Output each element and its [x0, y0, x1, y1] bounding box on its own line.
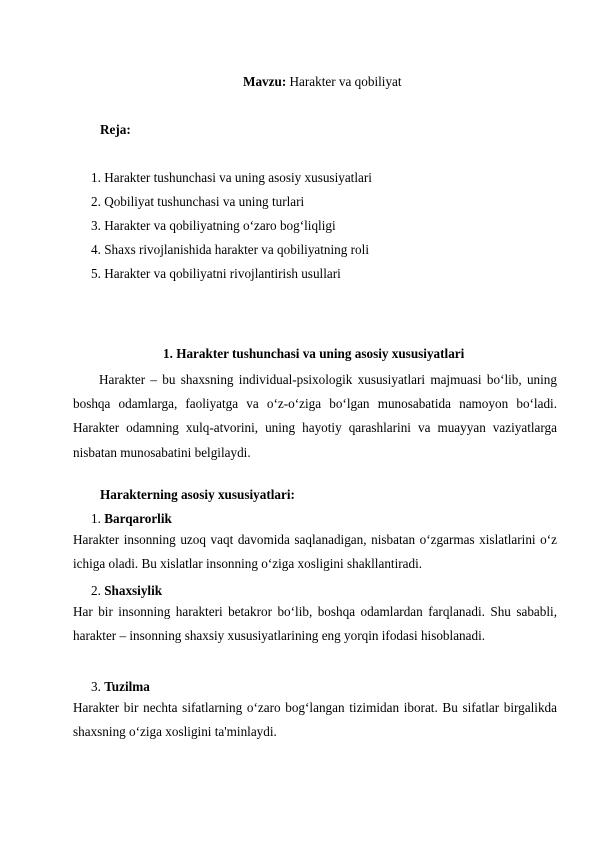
plan-item-text: Shaxs rivojlanishida harakter va qobiliyatning roli [104, 242, 369, 257]
feature-title: Barqarorlik [104, 511, 172, 526]
plan-item-number: 2. [91, 194, 101, 209]
plan-title: Reja: [100, 122, 131, 137]
plan-item-number: 3. [91, 218, 101, 233]
page-title [243, 74, 402, 90]
plan-item [91, 218, 336, 234]
feature-title-row [91, 583, 162, 599]
plan-item-text: Harakter va qobiliyatni rivojlantirish usullari [104, 266, 341, 281]
plan-item [91, 170, 372, 186]
plan-item-number: 1. [91, 170, 101, 185]
feature-title-row [91, 679, 150, 695]
plan-item [91, 266, 341, 282]
feature-number: 1. [91, 511, 101, 526]
feature-title: Shaxsiylik [104, 583, 163, 598]
intro-paragraph: Harakter – bu shaxsning individual-psixologik xususiyatlari majmuasi bo‘lib, uning boshqa odamlarga, faoliyatga va o‘z-o‘ziga bo‘lgan munosabatida namoyon bo‘ladi. Harakter odamning xulq-atvorini, uning hayotiy qarashlarini va muayyan vaziyatlarga nisbatan munosabatini belgilaydi. [73, 372, 557, 460]
features-subheading: Harakterning asosiy xususiyatlari: [100, 487, 295, 502]
plan-item-text: Qobiliyat tushunchasi va uning turlari [104, 194, 305, 209]
plan-item-text: Harakter tushunchasi va uning asosiy xususiyatlari [104, 170, 372, 185]
feature-title-row [91, 511, 172, 527]
plan-item [91, 242, 369, 258]
section-heading: 1. Harakter tushunchasi va uning asosiy xususiyatlari [163, 346, 465, 361]
feature-number: 3. [91, 679, 101, 694]
feature-paragraph: Harakter insonning uzoq vaqt davomida saqlanadigan, nisbatan o‘zgarmas xislatlarini o‘z ichiga oladi. Bu xislatlar insonning o‘ziga xosligini shakllantiradi. [73, 532, 557, 572]
feature-number: 2. [91, 583, 101, 598]
topic-title: Harakter va qobiliyat [289, 74, 402, 89]
feature-paragraph: Har bir insonning harakteri betakror bo‘lib, boshqa odamlardan farqlanadi. Shu sababli, harakter – insonning shaxsiy xususiyatlarining eng yorqin ifodasi hisoblanadi. [73, 604, 557, 644]
feature-title: Tuzilma [104, 679, 150, 694]
plan-item [91, 194, 304, 210]
topic-label: Mavzu: [243, 74, 287, 89]
plan-item-text: Harakter va qobiliyatning o‘zaro bog‘liqligi [104, 218, 336, 233]
feature-paragraph: Harakter bir nechta sifatlarning o‘zaro bog‘langan tizimidan iborat. Bu sifatlar birgalikda shaxsning o‘ziga xosligini ta'minlaydi. [73, 700, 557, 740]
plan-item-number: 5. [91, 266, 101, 281]
plan-item-number: 4. [91, 242, 101, 257]
